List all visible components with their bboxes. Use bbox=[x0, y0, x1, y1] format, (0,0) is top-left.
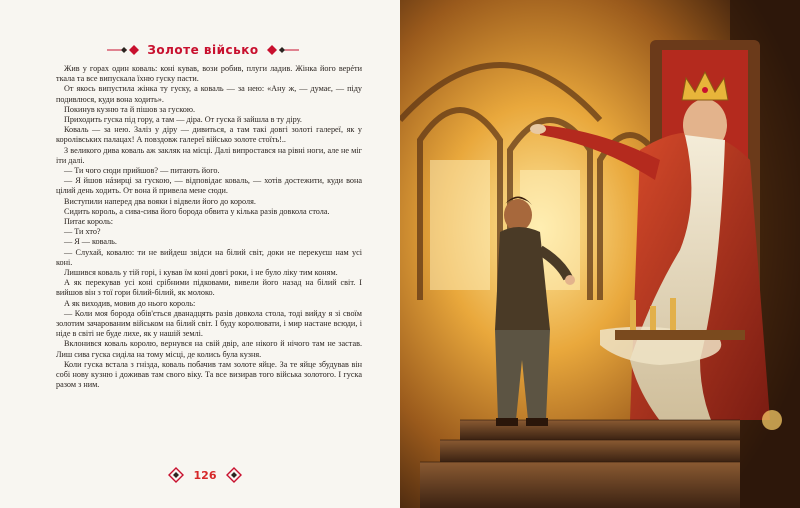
chapter-title: Золоте військо bbox=[147, 43, 259, 57]
footer-ornament-icon bbox=[226, 467, 242, 483]
story-text bbox=[56, 64, 362, 391]
paragraph: Жив у горах один коваль: коні кував, вози робив, плуги ладив. Жінка його верéти ткала та все випускала їхню гуску пасти. bbox=[56, 64, 362, 84]
paragraph: — Слухай, ковалю: ти не вийдеш звідси на білий світ, доки не перекуєш нам усі коні. bbox=[56, 247, 362, 267]
page-number: 126 bbox=[193, 468, 217, 482]
paragraph: Сидить король, а сива-сива його борода обвита у кілька разів довкола стола. bbox=[64, 206, 330, 216]
story-illustration bbox=[400, 0, 800, 508]
paragraph: — Я — коваль. bbox=[64, 237, 117, 247]
paragraph: А як виходив, мовив до нього король: bbox=[64, 298, 196, 308]
page-footer bbox=[150, 465, 260, 485]
paragraph: Питає король: bbox=[64, 217, 113, 227]
paragraph: От якось випустила жінка ту гуску, а коваль — за нею: «Ану ж, — думає, — піду подивлюся, куди вона ходить». bbox=[56, 84, 362, 104]
paragraph: Виступили наперед два вояки і відвели його до короля. bbox=[64, 196, 256, 206]
paragraph: А як перекував усі коні срібними підковами, вивели його назад на білий світ. І вийшов він з тої гори білий-білий, як молоко. bbox=[56, 278, 362, 298]
paragraph: Покинув кузню та й пішов за гускою. bbox=[64, 104, 196, 114]
paragraph: Вклонився коваль королю, вернувся на свій двір, але нікого й нічого там не застав. Лиш сива гуска сиділа на тому місці, де колись була кузня. bbox=[56, 339, 362, 359]
paragraph: Лишився коваль у тій горі, і кував їм коні довгі роки, і не було ліку тим коням. bbox=[64, 268, 338, 278]
king-throne-illustration bbox=[400, 0, 800, 508]
right-ornament-icon bbox=[265, 43, 299, 57]
paragraph: З великого дива коваль аж закляк на місці. Далі випростався на рівні ноги, але не міг іти далі. bbox=[56, 145, 362, 165]
paragraph: Коли гуска встала з гнізда, коваль побачив там золоте яйце. За те яйце збудував він собі нову кузню і доживав там свого віку. Та все визирав того війська золотого. І гуска разом з ним. bbox=[56, 359, 362, 390]
paragraph: — Ти хто? bbox=[64, 227, 101, 237]
paragraph: Коваль — за нею. Заліз у діру — дивиться, а там такі довгі золоті галереї, як у королівських палацах! А повздовж галереї військо золоте стоїть!.. bbox=[56, 125, 362, 145]
paragraph: — Коли моя борода обів'ється дванадцять разів довкола стола, тоді вийду я зі своїм золотим зачарованим військом на білий світ. І буду королювати, і мир настане всюди, і ніде в світі не буде лихе, як у нашій землі. bbox=[56, 308, 362, 339]
left-ornament-icon bbox=[107, 43, 141, 57]
paragraph: Приходить гуска під гору, а там — діра. От гуска й зайшла в ту діру. bbox=[64, 115, 302, 125]
chapter-header bbox=[88, 39, 318, 61]
paragraph: — Я йшов нáзирці за гускою, — відповідає коваль, — хотів достежити, куди вона цілий день ходить. От вона й привела мене сюди. bbox=[56, 176, 362, 196]
footer-ornament-icon bbox=[168, 467, 184, 483]
paragraph: — Ти чого сюди прийшов? — питають його. bbox=[64, 166, 220, 176]
